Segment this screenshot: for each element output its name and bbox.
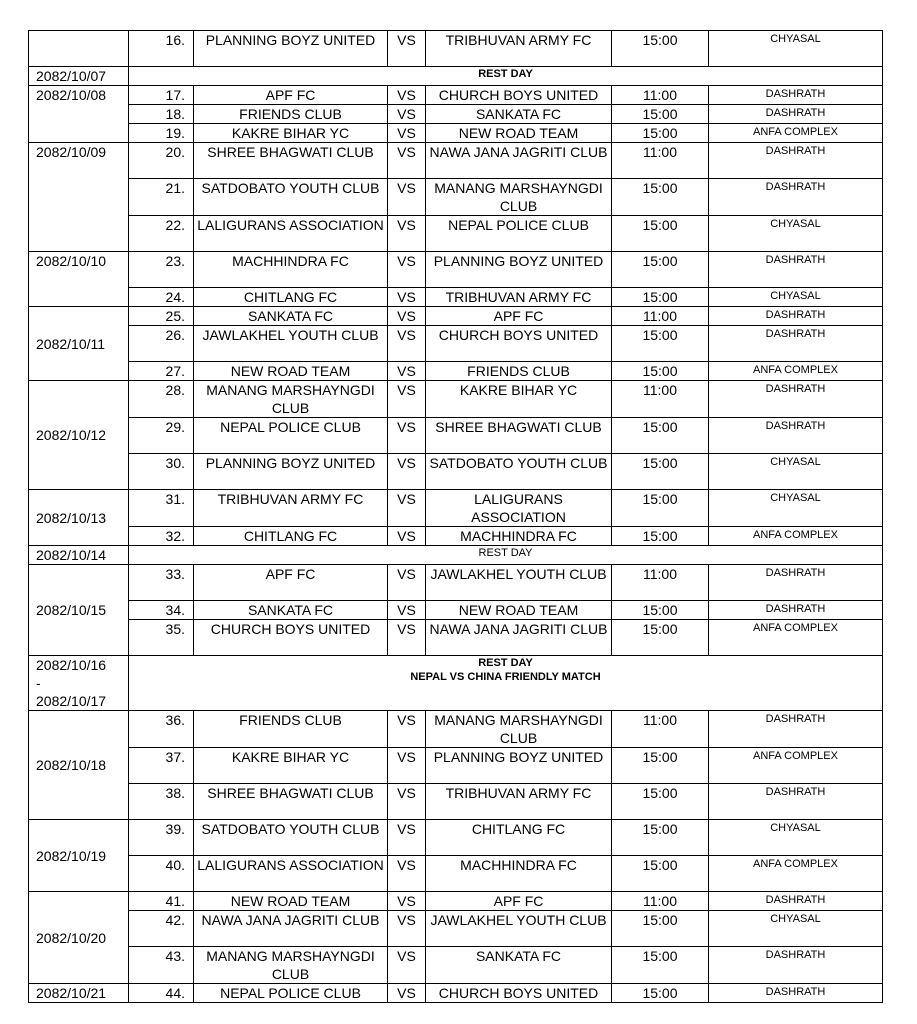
away-team: MACHHINDRA FC — [426, 856, 612, 892]
match-number: 35. — [129, 620, 194, 656]
match-date: 2082/10/12 — [29, 381, 129, 490]
kickoff-time: 15:00 — [612, 620, 709, 656]
kickoff-time: 11:00 — [612, 892, 709, 911]
kickoff-time: 11:00 — [612, 381, 709, 418]
kickoff-time: 15:00 — [612, 252, 709, 288]
home-team: PLANNING BOYZ UNITED — [194, 454, 388, 490]
match-row — [29, 31, 883, 67]
away-team: SANKATA FC — [426, 947, 612, 984]
versus-label: VS — [388, 984, 426, 1003]
match-row — [29, 892, 883, 911]
versus-label: VS — [388, 216, 426, 252]
venue: DASHRATH — [709, 892, 883, 911]
match-number: 36. — [129, 711, 194, 748]
home-team: APF FC — [194, 565, 388, 601]
venue: DASHRATH — [709, 565, 883, 601]
away-team: CHURCH BOYS UNITED — [426, 326, 612, 362]
match-date: 2082/10/21 — [29, 984, 129, 1003]
venue: DASHRATH — [709, 307, 883, 326]
versus-label: VS — [388, 601, 426, 620]
match-row — [29, 527, 883, 546]
fixture-table-body — [29, 31, 883, 1003]
match-row — [29, 947, 883, 984]
versus-label: VS — [388, 490, 426, 527]
kickoff-time: 15:00 — [612, 124, 709, 143]
away-team: MACHHINDRA FC — [426, 527, 612, 546]
match-row — [29, 454, 883, 490]
match-number: 27. — [129, 362, 194, 381]
venue: DASHRATH — [709, 105, 883, 124]
rest-day-cell — [129, 656, 883, 711]
venue: DASHRATH — [709, 984, 883, 1003]
match-number: 20. — [129, 143, 194, 179]
home-team: SANKATA FC — [194, 601, 388, 620]
match-row — [29, 601, 883, 620]
venue: CHYASAL — [709, 288, 883, 307]
away-team: KAKRE BIHAR YC — [426, 381, 612, 418]
match-number: 34. — [129, 601, 194, 620]
rest-day-label: REST DAY — [129, 67, 883, 86]
match-date: 2082/10/14 — [29, 546, 129, 565]
match-number: 41. — [129, 892, 194, 911]
range-dash: - — [36, 675, 41, 691]
kickoff-time: 15:00 — [612, 527, 709, 546]
away-team: SANKATA FC — [426, 105, 612, 124]
home-team: CHITLANG FC — [194, 288, 388, 307]
home-team: CHURCH BOYS UNITED — [194, 620, 388, 656]
match-row — [29, 86, 883, 105]
match-number: 24. — [129, 288, 194, 307]
away-team: PLANNING BOYZ UNITED — [426, 748, 612, 784]
match-number: 40. — [129, 856, 194, 892]
versus-label: VS — [388, 288, 426, 307]
venue: ANFA COMPLEX — [709, 856, 883, 892]
match-row — [29, 620, 883, 656]
kickoff-time: 15:00 — [612, 216, 709, 252]
match-row — [29, 124, 883, 143]
special-match-note: NEPAL VS CHINA FRIENDLY MATCH — [410, 671, 601, 683]
versus-label: VS — [388, 418, 426, 454]
versus-label: VS — [388, 711, 426, 748]
match-date: 2082/10/11 — [29, 307, 129, 381]
versus-label: VS — [388, 86, 426, 105]
match-number: 31. — [129, 490, 194, 527]
away-team: JAWLAKHEL YOUTH CLUB — [426, 911, 612, 947]
home-team: MANANG MARSHAYNGDI CLUB — [194, 947, 388, 984]
venue: DASHRATH — [709, 86, 883, 105]
kickoff-time: 15:00 — [612, 454, 709, 490]
match-date: 2082/10/09 — [29, 143, 129, 252]
versus-label: VS — [388, 124, 426, 143]
venue: DASHRATH — [709, 252, 883, 288]
home-team: KAKRE BIHAR YC — [194, 748, 388, 784]
away-team: NAWA JANA JAGRITI CLUB — [426, 620, 612, 656]
away-team: MANANG MARSHAYNGDI CLUB — [426, 711, 612, 748]
match-row — [29, 362, 883, 381]
match-number: 33. — [129, 565, 194, 601]
kickoff-time: 15:00 — [612, 418, 709, 454]
kickoff-time: 15:00 — [612, 288, 709, 307]
match-number: 26. — [129, 326, 194, 362]
kickoff-time: 11:00 — [612, 711, 709, 748]
kickoff-time: 15:00 — [612, 179, 709, 216]
match-row — [29, 565, 883, 601]
kickoff-time: 15:00 — [612, 326, 709, 362]
versus-label: VS — [388, 748, 426, 784]
away-team: NAWA JANA JAGRITI CLUB — [426, 143, 612, 179]
home-team: FRIENDS CLUB — [194, 711, 388, 748]
match-row — [29, 856, 883, 892]
kickoff-time: 11:00 — [612, 565, 709, 601]
match-number: 22. — [129, 216, 194, 252]
home-team: NEPAL POLICE CLUB — [194, 984, 388, 1003]
home-team: APF FC — [194, 86, 388, 105]
home-team: SANKATA FC — [194, 307, 388, 326]
rest-day-label: REST DAY — [478, 657, 533, 669]
match-row — [29, 105, 883, 124]
match-row — [29, 490, 883, 527]
match-number: 17. — [129, 86, 194, 105]
away-team: TRIBHUVAN ARMY FC — [426, 288, 612, 307]
venue: DASHRATH — [709, 711, 883, 748]
match-number: 19. — [129, 124, 194, 143]
home-team: JAWLAKHEL YOUTH CLUB — [194, 326, 388, 362]
match-date: 2082/10/20 — [29, 892, 129, 984]
rest-day-row — [29, 546, 883, 565]
versus-label: VS — [388, 784, 426, 820]
versus-label: VS — [388, 947, 426, 984]
away-team: NEW ROAD TEAM — [426, 601, 612, 620]
match-number: 43. — [129, 947, 194, 984]
away-team: TRIBHUVAN ARMY FC — [426, 784, 612, 820]
venue: ANFA COMPLEX — [709, 362, 883, 381]
venue: CHYASAL — [709, 31, 883, 67]
match-date: 2082/10/19 — [29, 820, 129, 892]
venue: ANFA COMPLEX — [709, 527, 883, 546]
match-number: 25. — [129, 307, 194, 326]
away-team: LALIGURANS ASSOCIATION — [426, 490, 612, 527]
home-team: TRIBHUVAN ARMY FC — [194, 490, 388, 527]
match-row — [29, 143, 883, 179]
venue: DASHRATH — [709, 947, 883, 984]
match-date: 2082/10/15 — [29, 565, 129, 656]
range-end-date: 2082/10/17 — [36, 693, 107, 709]
match-row — [29, 784, 883, 820]
venue: ANFA COMPLEX — [709, 124, 883, 143]
home-team: NEW ROAD TEAM — [194, 362, 388, 381]
rest-day-row — [29, 67, 883, 86]
match-row — [29, 179, 883, 216]
match-date: 2082/10/13 — [29, 490, 129, 546]
home-team: FRIENDS CLUB — [194, 105, 388, 124]
away-team: TRIBHUVAN ARMY FC — [426, 31, 612, 67]
match-row — [29, 307, 883, 326]
versus-label: VS — [388, 454, 426, 490]
venue: DASHRATH — [709, 179, 883, 216]
venue: CHYASAL — [709, 454, 883, 490]
versus-label: VS — [388, 911, 426, 947]
versus-label: VS — [388, 179, 426, 216]
kickoff-time: 15:00 — [612, 31, 709, 67]
home-team: NEW ROAD TEAM — [194, 892, 388, 911]
match-number: 23. — [129, 252, 194, 288]
home-team: NEPAL POLICE CLUB — [194, 418, 388, 454]
versus-label: VS — [388, 565, 426, 601]
away-team: NEPAL POLICE CLUB — [426, 216, 612, 252]
fixture-table — [28, 30, 883, 1003]
away-team: APF FC — [426, 892, 612, 911]
match-number: 39. — [129, 820, 194, 856]
match-row — [29, 711, 883, 748]
kickoff-time: 15:00 — [612, 601, 709, 620]
kickoff-time: 11:00 — [612, 86, 709, 105]
away-team: SATDOBATO YOUTH CLUB — [426, 454, 612, 490]
match-date: 2082/10/08 — [29, 86, 129, 143]
venue: ANFA COMPLEX — [709, 620, 883, 656]
match-row — [29, 216, 883, 252]
venue: DASHRATH — [709, 784, 883, 820]
away-team: CHURCH BOYS UNITED — [426, 984, 612, 1003]
venue: DASHRATH — [709, 601, 883, 620]
away-team: NEW ROAD TEAM — [426, 124, 612, 143]
away-team: MANANG MARSHAYNGDI CLUB — [426, 179, 612, 216]
kickoff-time: 15:00 — [612, 784, 709, 820]
home-team: SATDOBATO YOUTH CLUB — [194, 820, 388, 856]
versus-label: VS — [388, 105, 426, 124]
away-team: FRIENDS CLUB — [426, 362, 612, 381]
away-team: SHREE BHAGWATI CLUB — [426, 418, 612, 454]
match-number: 38. — [129, 784, 194, 820]
range-start-date: 2082/10/16 — [36, 657, 107, 673]
venue: CHYASAL — [709, 216, 883, 252]
venue: CHYASAL — [709, 911, 883, 947]
match-number: 21. — [129, 179, 194, 216]
venue: DASHRATH — [709, 143, 883, 179]
kickoff-time: 15:00 — [612, 748, 709, 784]
kickoff-time: 15:00 — [612, 490, 709, 527]
venue: CHYASAL — [709, 820, 883, 856]
away-team: APF FC — [426, 307, 612, 326]
home-team: NAWA JANA JAGRITI CLUB — [194, 911, 388, 947]
match-number: 16. — [129, 31, 194, 67]
match-number: 44. — [129, 984, 194, 1003]
home-team: MANANG MARSHAYNGDI CLUB — [194, 381, 388, 418]
versus-label: VS — [388, 820, 426, 856]
match-date — [29, 31, 129, 67]
kickoff-time: 15:00 — [612, 856, 709, 892]
match-number: 28. — [129, 381, 194, 418]
away-team: CHURCH BOYS UNITED — [426, 86, 612, 105]
match-row — [29, 748, 883, 784]
match-number: 37. — [129, 748, 194, 784]
versus-label: VS — [388, 381, 426, 418]
match-date-range — [29, 656, 129, 711]
match-row — [29, 911, 883, 947]
home-team: MACHHINDRA FC — [194, 252, 388, 288]
home-team: CHITLANG FC — [194, 527, 388, 546]
venue: DASHRATH — [709, 418, 883, 454]
home-team: SHREE BHAGWATI CLUB — [194, 143, 388, 179]
kickoff-time: 15:00 — [612, 984, 709, 1003]
match-row — [29, 418, 883, 454]
match-number: 42. — [129, 911, 194, 947]
rest-day-row — [29, 656, 883, 711]
home-team: LALIGURANS ASSOCIATION — [194, 856, 388, 892]
match-date: 2082/10/07 — [29, 67, 129, 86]
away-team: JAWLAKHEL YOUTH CLUB — [426, 565, 612, 601]
versus-label: VS — [388, 620, 426, 656]
venue: CHYASAL — [709, 490, 883, 527]
home-team: LALIGURANS ASSOCIATION — [194, 216, 388, 252]
away-team: CHITLANG FC — [426, 820, 612, 856]
venue: DASHRATH — [709, 381, 883, 418]
kickoff-time: 11:00 — [612, 307, 709, 326]
versus-label: VS — [388, 856, 426, 892]
versus-label: VS — [388, 326, 426, 362]
kickoff-time: 15:00 — [612, 105, 709, 124]
match-row — [29, 252, 883, 288]
home-team: SHREE BHAGWATI CLUB — [194, 784, 388, 820]
venue: DASHRATH — [709, 326, 883, 362]
match-row — [29, 820, 883, 856]
venue: ANFA COMPLEX — [709, 748, 883, 784]
home-team: SATDOBATO YOUTH CLUB — [194, 179, 388, 216]
versus-label: VS — [388, 31, 426, 67]
versus-label: VS — [388, 143, 426, 179]
match-row — [29, 381, 883, 418]
match-number: 29. — [129, 418, 194, 454]
versus-label: VS — [388, 892, 426, 911]
versus-label: VS — [388, 252, 426, 288]
match-date: 2082/10/10 — [29, 252, 129, 307]
match-number: 32. — [129, 527, 194, 546]
versus-label: VS — [388, 527, 426, 546]
match-row — [29, 288, 883, 307]
home-team: PLANNING BOYZ UNITED — [194, 31, 388, 67]
match-number: 18. — [129, 105, 194, 124]
versus-label: VS — [388, 362, 426, 381]
home-team: KAKRE BIHAR YC — [194, 124, 388, 143]
match-row — [29, 984, 883, 1003]
versus-label: VS — [388, 307, 426, 326]
match-number: 30. — [129, 454, 194, 490]
match-row — [29, 326, 883, 362]
away-team: PLANNING BOYZ UNITED — [426, 252, 612, 288]
match-date: 2082/10/18 — [29, 711, 129, 820]
rest-day-label: REST DAY — [129, 546, 883, 565]
kickoff-time: 11:00 — [612, 143, 709, 179]
kickoff-time: 15:00 — [612, 820, 709, 856]
kickoff-time: 15:00 — [612, 947, 709, 984]
kickoff-time: 15:00 — [612, 911, 709, 947]
kickoff-time: 15:00 — [612, 362, 709, 381]
